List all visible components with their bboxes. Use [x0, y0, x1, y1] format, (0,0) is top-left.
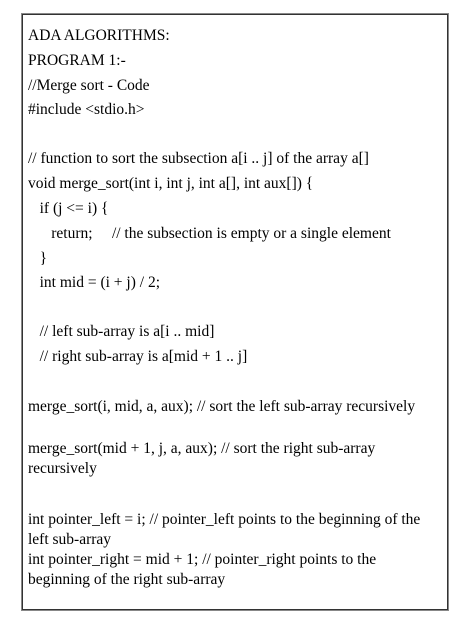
code-line: #include <stdio.h>: [28, 101, 145, 118]
program-heading: PROGRAM 1:-: [28, 52, 126, 69]
code-line: merge_sort(mid + 1, j, a, aux); // sort the right sub-array recursively: [28, 440, 376, 477]
code-line: // left sub-array is a[i .. mid]: [28, 323, 215, 340]
code-line: merge_sort(i, mid, a, aux); // sort the left sub-array recursively: [28, 398, 416, 415]
code-line: void merge_sort(int i, int j, int a[], int aux[]) {: [28, 175, 314, 192]
code-line: int pointer_left = i; // pointer_left points to the beginning of the left sub-array: [28, 511, 421, 548]
code-line: // right sub-array is a[mid + 1 .. j]: [28, 348, 248, 365]
code-line: int pointer_right = mid + 1; // pointer_right points to the beginning of the right sub-array: [28, 551, 377, 588]
code-line: }: [28, 250, 48, 267]
code-line: int mid = (i + j) / 2;: [28, 274, 161, 291]
code-line: //Merge sort - Code: [28, 77, 150, 94]
code-line: if (j <= i) {: [28, 200, 109, 217]
code-line: return; // the subsection is empty or a single element: [28, 225, 391, 242]
doc-title: ADA ALGORITHMS:: [28, 27, 170, 44]
code-line: // function to sort the subsection a[i .. j] of the array a[]: [28, 150, 369, 167]
